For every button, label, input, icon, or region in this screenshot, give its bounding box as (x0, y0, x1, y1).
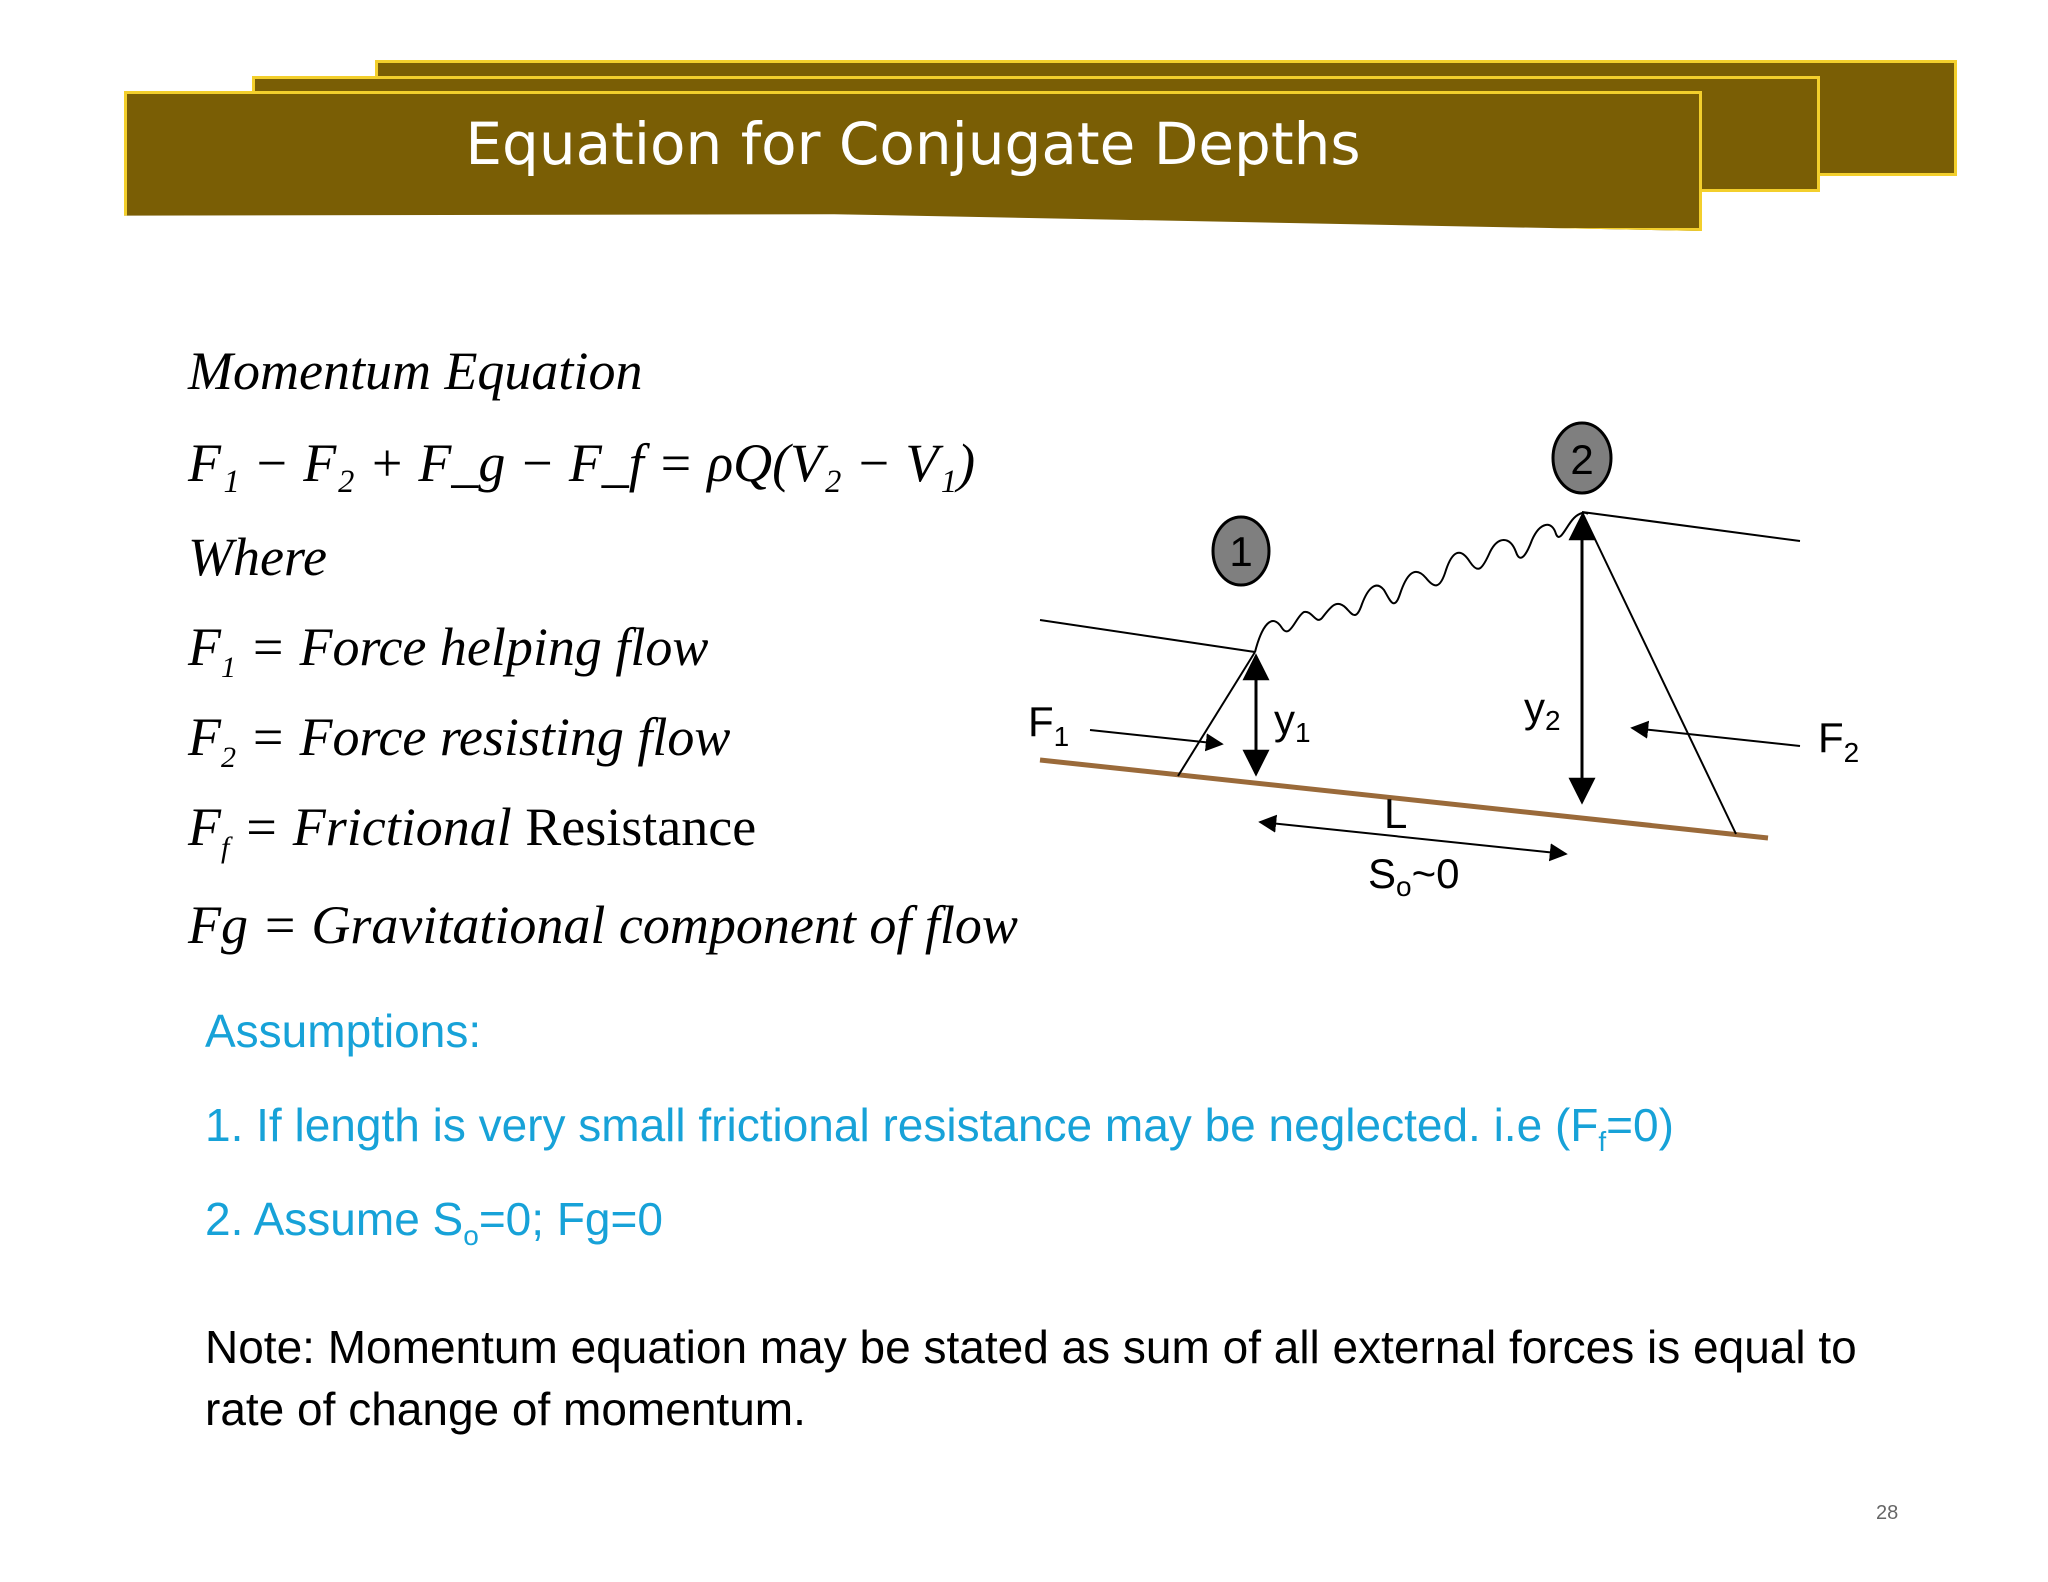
assumption-item-1 (205, 1098, 1674, 1158)
slope-label: So~0 (1368, 850, 1460, 902)
depth-y2-label: y2 (1524, 684, 1561, 736)
assumption-2-text: 2. Assume S (205, 1193, 464, 1245)
ff-definition: $F_f$ = Frictional Resistance (188, 797, 757, 864)
upstream-water-surface (1040, 620, 1255, 652)
force-f1-label: $F_1$ (1028, 698, 1070, 752)
ff-definition-roman: Resistance (525, 797, 757, 857)
ff-definition-italic: Frictional (292, 797, 512, 857)
f1-definition: $F_1$ = Force helping flow (188, 617, 709, 684)
momentum-equation-heading: Momentum Equation (188, 341, 643, 401)
hydraulic-jump-profile (1255, 513, 1588, 652)
momentum-equation-text: F₁ − F₂ + F_g − F_f = ρQ(V₂ − V₁) (188, 433, 976, 493)
assumption-2-end: =0; Fg=0 (478, 1193, 663, 1245)
f1-definition-text: Force helping flow (299, 617, 709, 677)
page-number: 28 (1876, 1502, 1899, 1524)
f2-definition-text: Force resisting flow (299, 707, 731, 767)
assumption-1-end: =0) (1606, 1099, 1674, 1151)
assumption-1-text: 1. If length is very small frictional resistance may be neglected. i.e (F (205, 1099, 1599, 1151)
force-f2-label: $F_2$ (1818, 714, 1860, 768)
pressure-triangle-2 (1582, 512, 1736, 834)
assumptions-heading: Assumptions: (205, 1005, 482, 1057)
force-f2-arrow (1632, 728, 1800, 746)
slide-title: Equation for Conjugate Depths (465, 110, 1361, 178)
pressure-triangle-1 (1178, 652, 1255, 776)
where-label: Where (188, 527, 327, 587)
assumption-2-sub: o (463, 1220, 479, 1252)
length-label: L (1384, 790, 1408, 837)
f2-definition: $F_2$ = Force resisting flow (188, 707, 731, 774)
section-1-label: 1 (1229, 528, 1253, 575)
assumption-1-sub: f (1598, 1126, 1607, 1158)
assumption-item-2 (205, 1192, 663, 1252)
fg-definition: Fg = Gravitational component of flow (188, 895, 1018, 955)
section-2-label: 2 (1570, 436, 1594, 483)
note-text: Note: Momentum equation may be stated as sum of all external forces is equal to rate of change of momentum. (205, 1321, 1857, 1435)
depth-y1-label: y1 (1274, 696, 1311, 748)
downstream-water-surface (1582, 512, 1800, 541)
